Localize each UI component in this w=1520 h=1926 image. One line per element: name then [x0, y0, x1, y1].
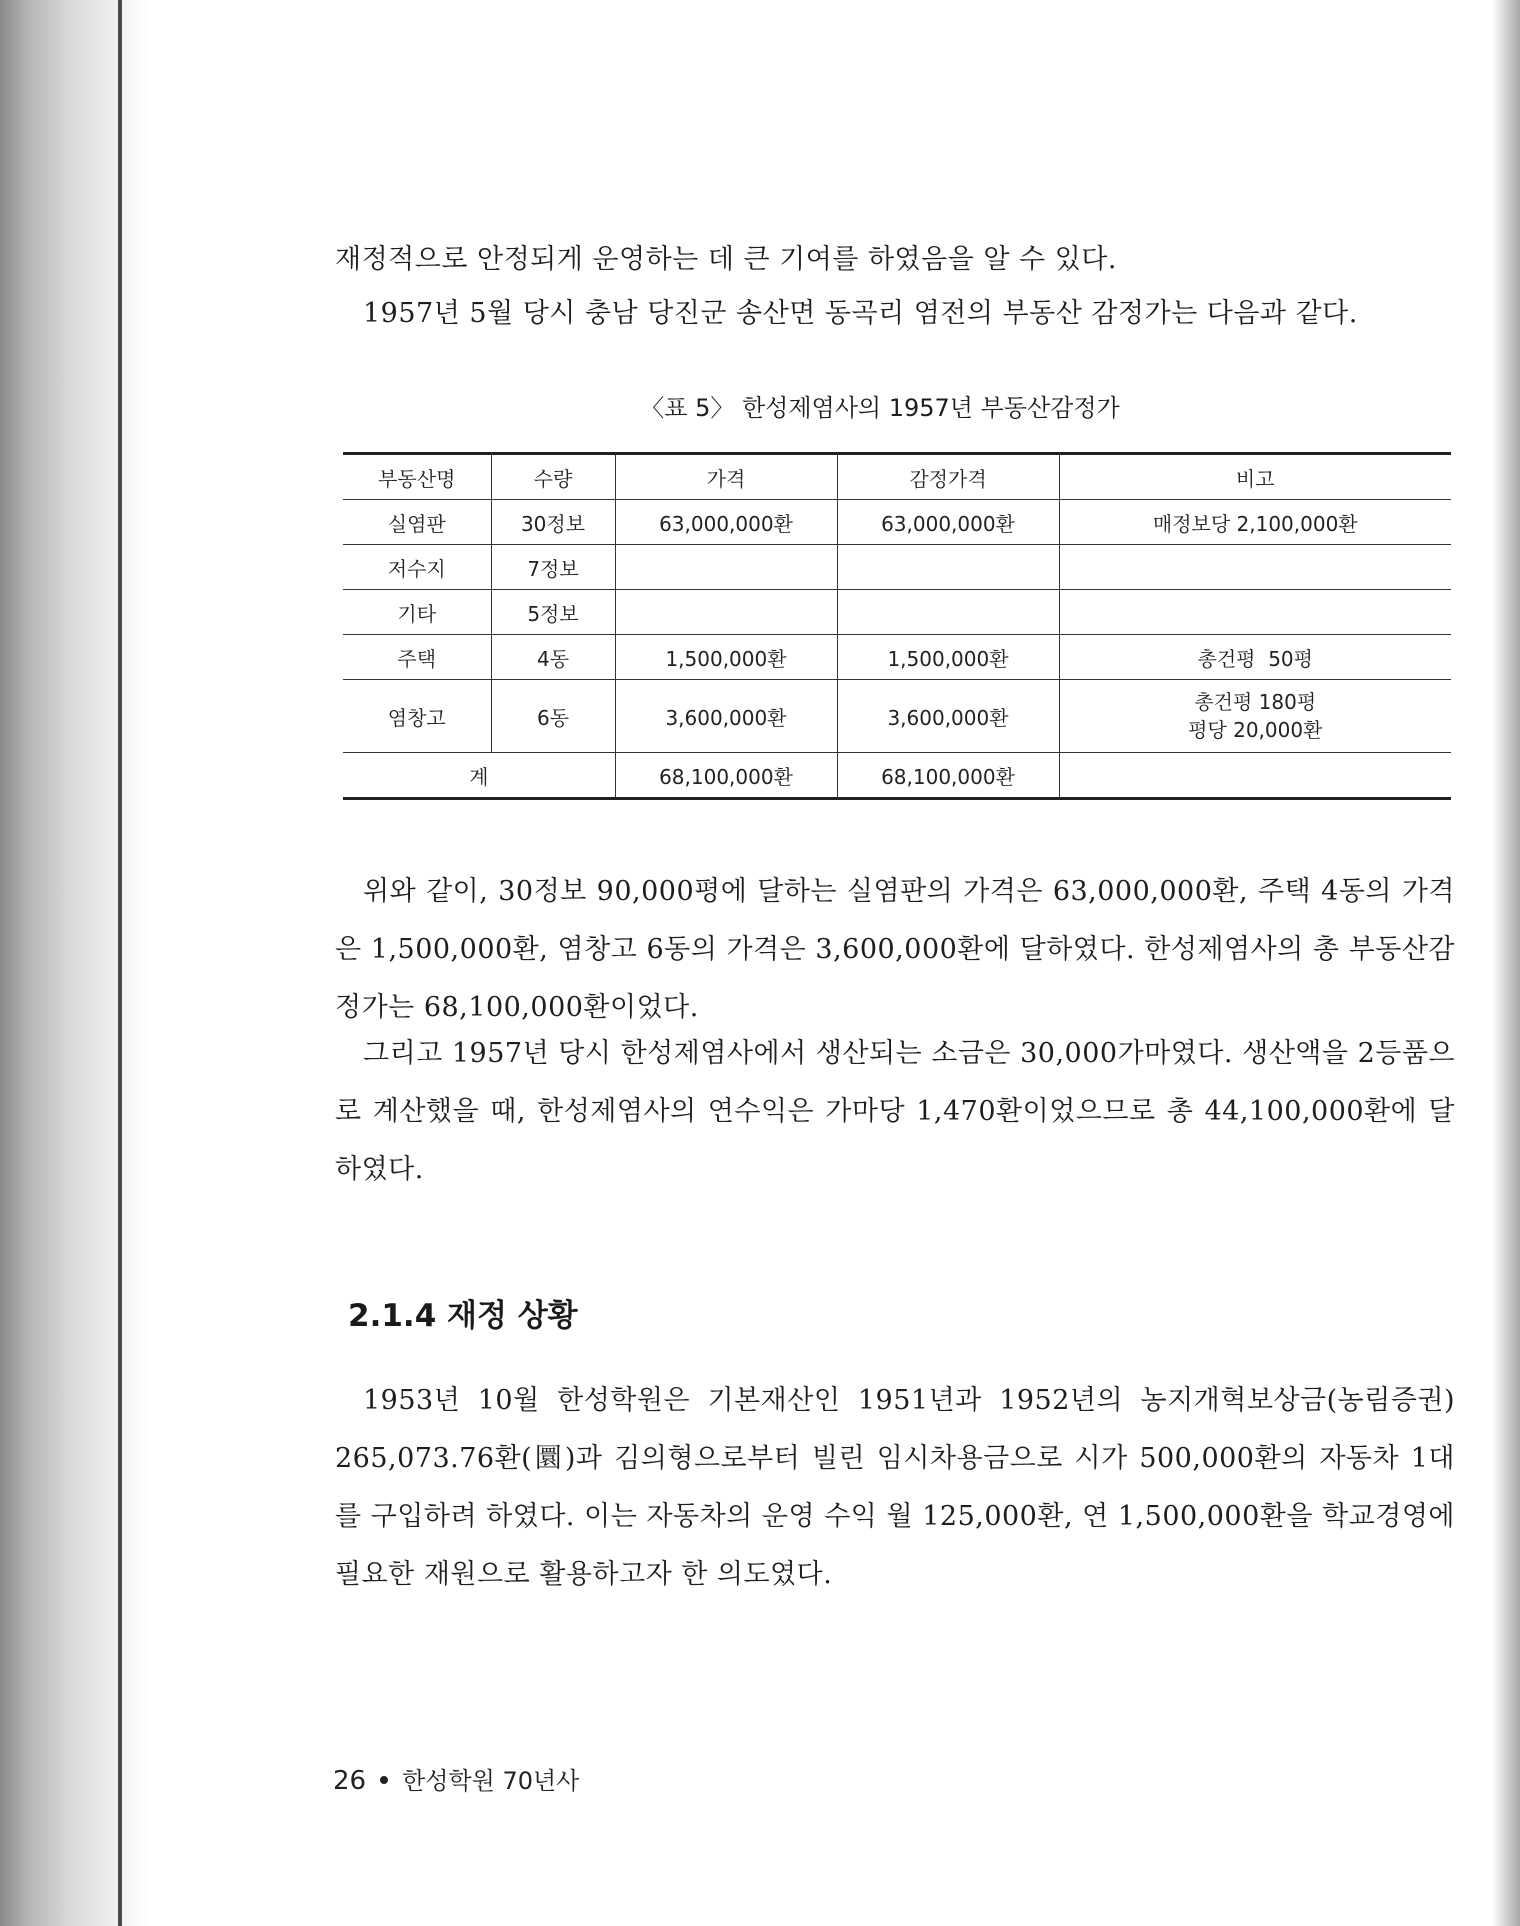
- cell-appraisal: [837, 545, 1059, 590]
- cell-name: 실염판: [343, 500, 491, 545]
- book-spine-shadow: [0, 0, 150, 1926]
- cell-price: [615, 545, 837, 590]
- cell-name: 기타: [343, 590, 491, 635]
- cell-name: 염창고: [343, 680, 491, 753]
- cell-appraisal: [837, 590, 1059, 635]
- cell-note: [1059, 635, 1451, 680]
- table-row: [343, 635, 1451, 680]
- cell-note: [1059, 680, 1451, 753]
- header-quantity: 수량: [491, 454, 615, 500]
- page-right-edge: [1492, 0, 1520, 1926]
- table-row: [343, 500, 1451, 545]
- cell-price: 63,000,000환: [615, 500, 837, 545]
- page-number: 26: [333, 1766, 367, 1796]
- cell-note-line-2: 평당 20,000환: [1188, 718, 1323, 742]
- cell-price: 3,600,000환: [615, 680, 837, 753]
- table-caption: 〈표 5〉 한성제염사의 1957년 부동산감정가: [640, 394, 1120, 422]
- cell-name: 주택: [343, 635, 491, 680]
- page-footer: [333, 1761, 579, 1796]
- cell-name: 저수지: [343, 545, 491, 590]
- header-appraised-price: 감정가격: [837, 454, 1059, 500]
- book-title: 한성학원 70년사: [402, 1767, 580, 1795]
- cell-total-label: 계: [343, 753, 615, 799]
- cell-price: [615, 590, 837, 635]
- paragraph-intro-continued: 재정적으로 안정되게 운영하는 데 큰 기여를 하였음을 알 수 있다.: [335, 244, 1117, 275]
- book-page: [130, 0, 1490, 1926]
- paragraph-appraisal-intro: 1957년 5월 당시 충남 당진군 송산면 동곡리 염전의 부동산 감정가는 다음과 같다.: [363, 298, 1358, 329]
- cell-qty: 5정보: [491, 590, 615, 635]
- cell-total-price: 68,100,000환: [615, 753, 837, 799]
- table-header-row: [343, 454, 1451, 500]
- cell-total-note: [1059, 753, 1451, 799]
- cell-note-line-1: 총건평 180평: [1194, 690, 1317, 714]
- cell-total-appraisal: 68,100,000환: [837, 753, 1059, 799]
- cell-qty: 30정보: [491, 500, 615, 545]
- appraisal-table: [343, 452, 1451, 800]
- cell-qty: 7정보: [491, 545, 615, 590]
- page-edge-line: [118, 0, 122, 1926]
- cell-note: [1059, 590, 1451, 635]
- cell-note-text: 총건평 50평: [1197, 646, 1313, 671]
- table-row: [343, 545, 1451, 590]
- cell-appraisal: 1,500,000환: [837, 635, 1059, 680]
- cell-note: [1059, 545, 1451, 590]
- cell-qty: 6동: [491, 680, 615, 753]
- header-property-name: 부동산명: [343, 454, 491, 500]
- paragraph-financial-status: 1953년 10월 한성학원은 기본재산인 1951년과 1952년의 농지개혁보상금(농림증권) 265,073.76환(圜)과 김의형으로부터 빌린 임시차용금으로 시가 500,000환의 자동차 1대를 구입하려 하였다. 이는 자동차의 운영 수익 월 125,000환, 연 1,500,000환을 학교경영에 필요한 재원으로 활용하고자 한 의도였다.: [335, 1385, 1455, 1590]
- cell-price: 1,500,000환: [615, 635, 837, 680]
- section-heading: 2.1.4 재정 상황: [348, 1298, 578, 1334]
- paragraph-appraisal-summary: 위와 같이, 30정보 90,000평에 달하는 실염판의 가격은 63,000,000환, 주택 4동의 가격은 1,500,000환, 염창고 6동의 가격은 3,600,000환에 달하였다. 한성제염사의 총 부동산감정가는 68,100,000환이었다.: [335, 876, 1455, 1023]
- cell-appraisal: 63,000,000환: [837, 500, 1059, 545]
- cell-appraisal: 3,600,000환: [837, 680, 1059, 753]
- cell-qty: 4동: [491, 635, 615, 680]
- table-row: [343, 590, 1451, 635]
- header-price: 가격: [615, 454, 837, 500]
- table-total-row: [343, 753, 1451, 799]
- bullet-dot-icon: [380, 1776, 388, 1784]
- header-remarks: 비고: [1059, 454, 1451, 500]
- table-row: [343, 680, 1451, 753]
- cell-note: 매정보당 2,100,000환: [1059, 500, 1451, 545]
- paragraph-salt-production: 그리고 1957년 당시 한성제염사에서 생산되는 소금은 30,000가마였다. 생산액을 2등품으로 계산했을 때, 한성제염사의 연수익은 가마당 1,470환이었으므로 총 44,100,000환에 달하였다.: [335, 1038, 1455, 1185]
